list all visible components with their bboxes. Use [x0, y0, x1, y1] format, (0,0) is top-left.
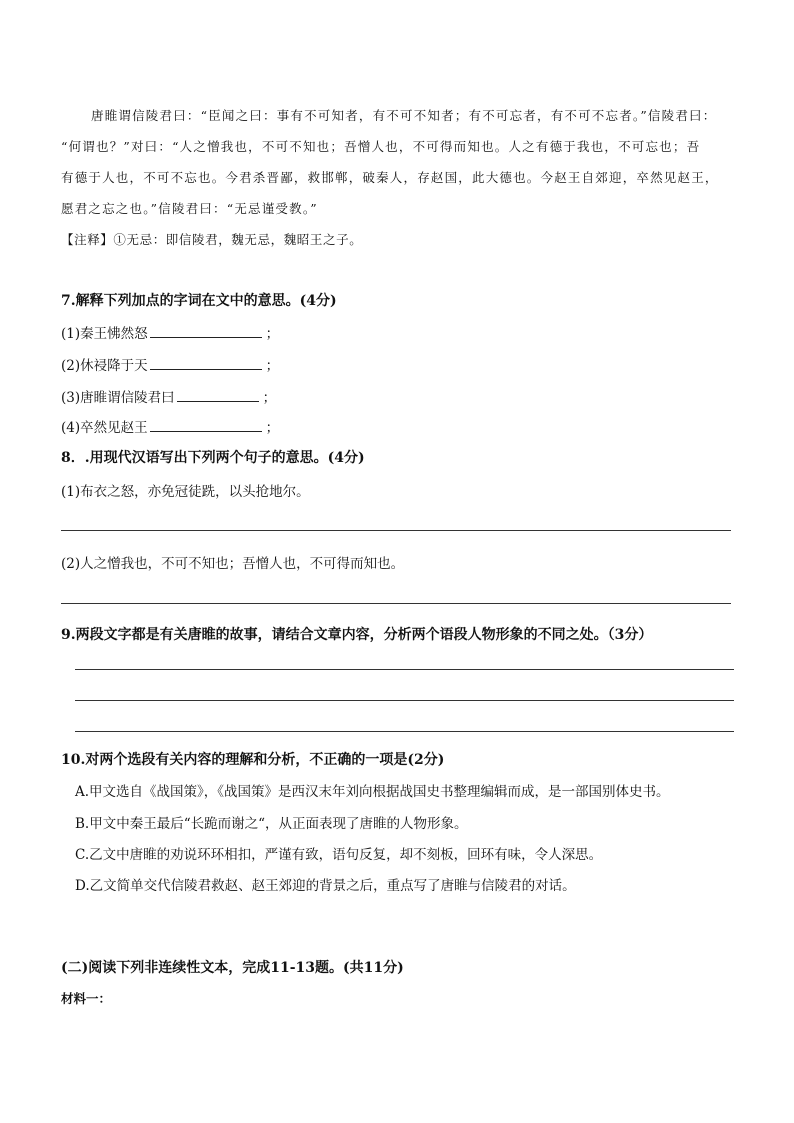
- passage-line-1: 唐睢谓信陵君曰：“臣闻之曰：事有不可知者，有不可不知者；有不可忘者，有不可不忘者。”信陵君曰：: [91, 108, 717, 123]
- q7-item-2-text: (2)休祲降于天: [61, 358, 148, 374]
- q8-sentence-2: (2)人之憎我也，不可不知也；吾憎人也，不可得而知也。: [61, 556, 405, 572]
- q7-item-3-text: (3)唐睢谓信陵君曰: [61, 390, 175, 406]
- q9-answer-line-2[interactable]: [75, 700, 734, 701]
- q7-item-1: (1)秦王怫然怒 ；: [61, 326, 280, 342]
- q7-blank-3[interactable]: [177, 388, 259, 402]
- passage-line-2: “何谓也？”对曰：“人之憎我也，不可不知也；吾憎人也，不可得而知也。人之有德于我也，不可忘也；吾: [61, 139, 701, 154]
- q7-blank-1[interactable]: [150, 324, 262, 338]
- q8-answer-line-2[interactable]: [61, 603, 731, 604]
- q9-answer-line-1[interactable]: [75, 669, 734, 670]
- q7-item-4-text: (4)卒然见赵王: [61, 420, 148, 436]
- section-2-title: (二)阅读下列非连续性文本，完成11-13题。(共11分): [61, 960, 404, 976]
- q10-option-a[interactable]: A.甲文选自《战国策》，《战国策》是西汉末年刘向根据战国史书整理编辑而成，是一部国别体史书。: [75, 784, 670, 800]
- q10-option-c[interactable]: C.乙文中唐睢的劝说环环相扣，严谨有致，语句反复，却不刻板，回环有味，令人深思。: [75, 847, 603, 863]
- q7-item-4: (4)卒然见赵王 ；: [61, 420, 280, 436]
- q8-sentence-1: (1)布衣之怒，亦免冠徒跣，以头抢地尔。: [61, 484, 310, 500]
- passage-line-3: 有德于人也，不可不忘也。今君杀晋鄙，救邯郸，破秦人，存赵国，此大德也。今赵王自郊迎，卒然见赵王，: [61, 170, 719, 185]
- material-1-label: 材料一：: [61, 991, 112, 1006]
- q9-title: 9.两段文字都是有关唐睢的故事，请结合文章内容，分析两个语段人物形象的不同之处。（3分）: [61, 627, 653, 643]
- q7-item-2: (2)休祲降于天 ；: [61, 358, 280, 374]
- passage-note: 【注释】①无忌：即信陵君，魏无忌，魏昭王之子。: [61, 232, 363, 247]
- passage-line-4: 愿君之忘之也。”信陵君曰：“无忌谨受教。”: [61, 201, 318, 216]
- q7-item-1-text: (1)秦王怫然怒: [61, 326, 148, 342]
- q9-answer-line-3[interactable]: [75, 731, 734, 732]
- q7-title: 7.解释下列加点的字词在文中的意思。(4分): [61, 293, 337, 309]
- q10-title: 10.对两个选段有关内容的理解和分析，不正确的一项是(2分): [61, 752, 445, 768]
- q10-option-d[interactable]: D.乙文简单交代信陵君救赵、赵王郊迎的背景之后，重点写了唐睢与信陵君的对话。: [75, 878, 576, 894]
- q8-title: 8．.用现代汉语写出下列两个句子的意思。(4分): [61, 450, 365, 466]
- q10-option-b[interactable]: B.甲文中秦王最后“长跪而谢之“，从正面表现了唐睢的人物形象。: [75, 816, 468, 832]
- q8-answer-line-1[interactable]: [61, 530, 731, 531]
- q7-blank-2[interactable]: [150, 356, 262, 370]
- q7-blank-4[interactable]: [150, 418, 262, 432]
- q7-item-3: (3)唐睢谓信陵君曰 ；: [61, 390, 277, 406]
